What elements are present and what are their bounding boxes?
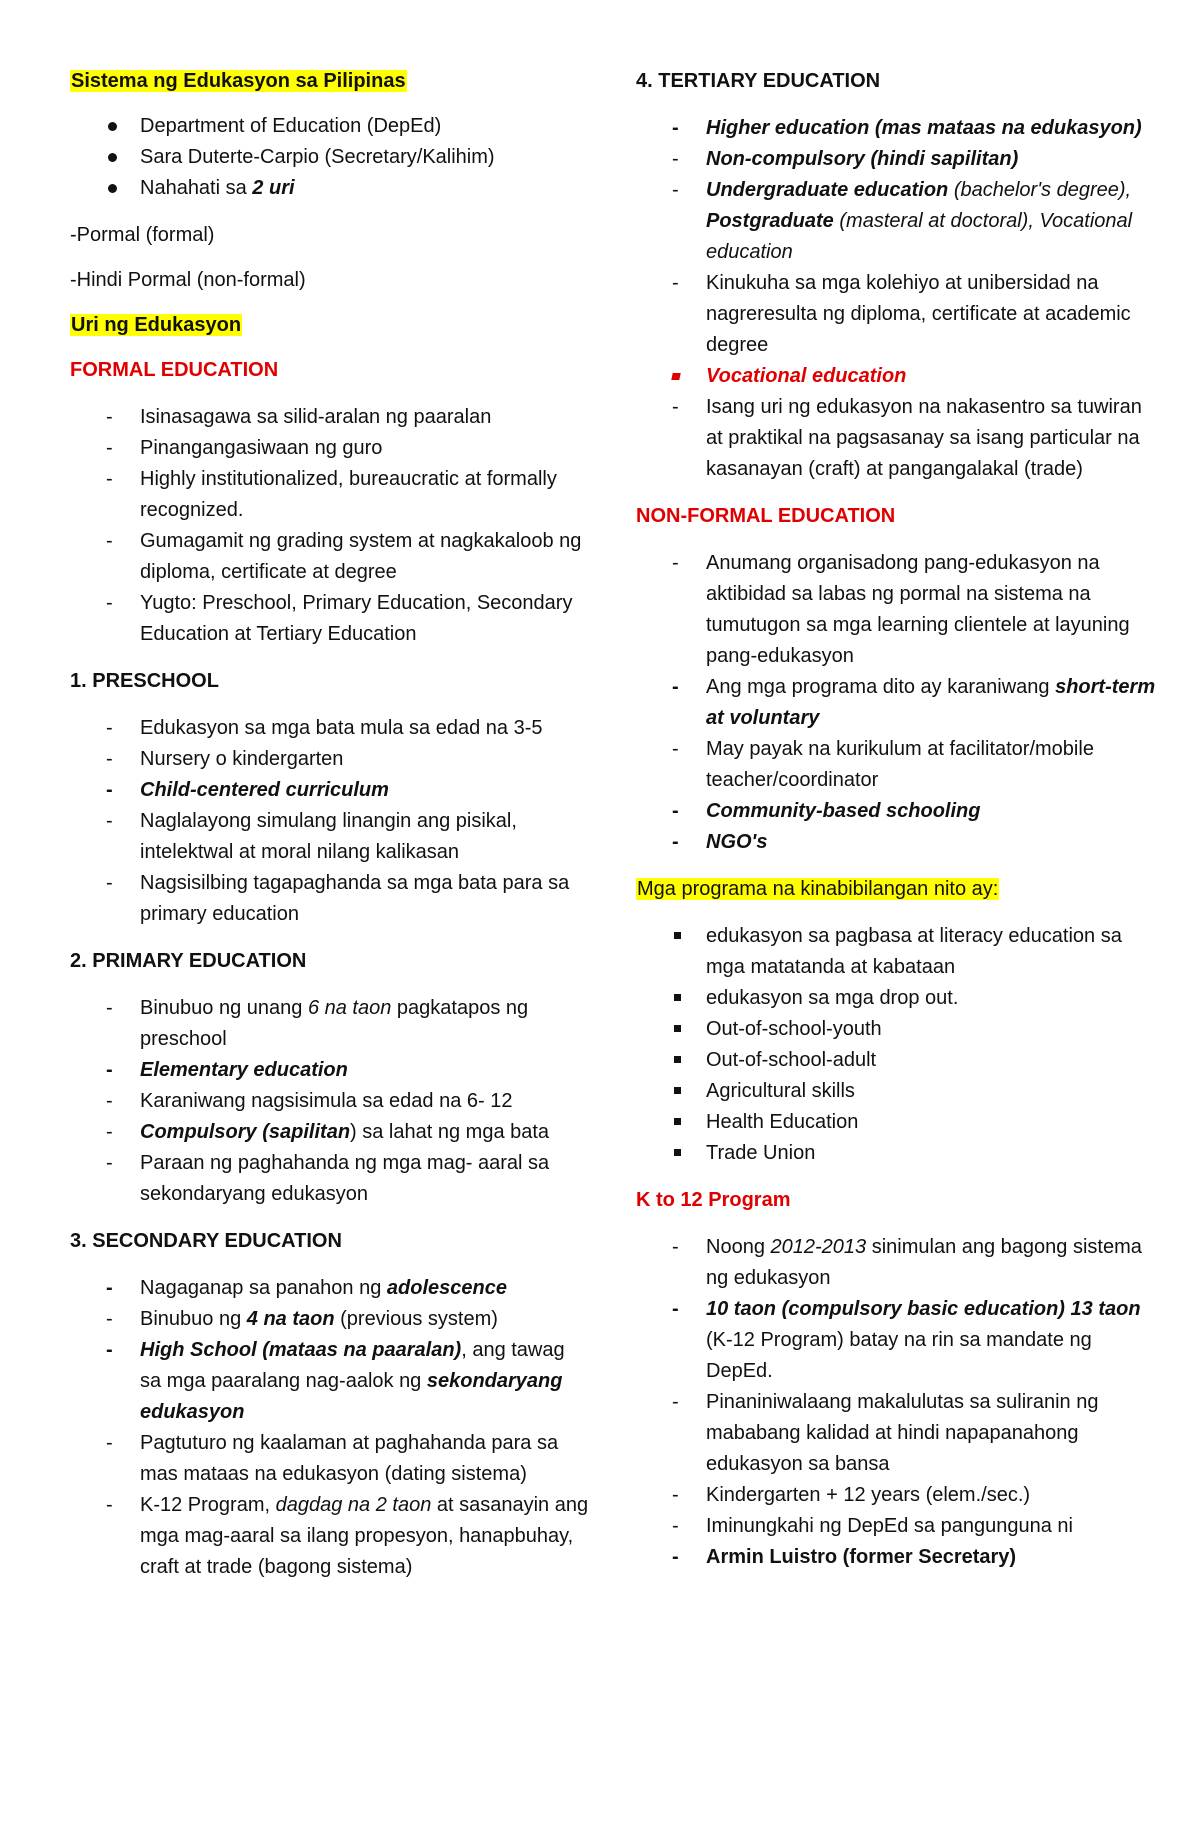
list-item: - Higher education (mas mataas na edukasyon): [672, 117, 1142, 139]
list-item: - Iminungkahi ng DepEd sa pangunguna ni: [672, 1515, 1073, 1537]
list-item: - Ang mga programa dito ay karaniwang short-term at voluntary: [672, 676, 1156, 729]
list-item: Department of Education (DepEd): [140, 115, 442, 137]
list-item: - Kinukuha sa mga kolehiyo at unibersidad na nagreresulta ng diploma, certificate at academic degree: [672, 272, 1131, 356]
list-item: - Binubuo ng 4 na taon (previous system): [106, 1308, 498, 1330]
tertiary-list: [636, 113, 1156, 485]
primary-list: [70, 993, 590, 1210]
list-item: - NGO's: [672, 831, 768, 853]
tertiary-heading: 4. TERTIARY EDUCATION: [636, 70, 881, 92]
list-item: - Isinasagawa sa silid-aralan ng paaralan: [106, 406, 492, 428]
list-item: - Nagsisilbing tagapaghanda sa mga bata para sa primary education: [106, 872, 570, 925]
list-item: - Child-centered curriculum: [106, 779, 389, 801]
document-title: Sistema ng Edukasyon sa Pilipinas: [71, 70, 406, 92]
list-item: - Gumagamit ng grading system at nagkakaloob ng diploma, certificate at degree: [106, 530, 582, 583]
list-item: - Nagaganap sa panahon ng adolescence: [106, 1277, 507, 1299]
preschool-list: [70, 713, 590, 930]
programs-list: [636, 921, 1156, 1169]
list-item: - Kindergarten + 12 years (elem./sec.): [672, 1484, 1031, 1506]
list-item: Out-of-school-adult: [706, 1049, 877, 1071]
list-item: - Isang uri ng edukasyon na nakasentro sa tuwiran at praktikal na pagsasanay sa isang particular na kasanayan (craft) at pangangalakal (trade): [672, 396, 1142, 480]
list-item: - Anumang organisadong pang-edukasyon na aktibidad sa labas ng pormal na sistema na tumutugon sa mga learning clientele at layuning pang-edukasyon: [672, 552, 1130, 667]
list-item: - Community-based schooling: [672, 800, 981, 822]
secondary-heading: 3. SECONDARY EDUCATION: [70, 1230, 342, 1252]
formal-education-heading: FORMAL EDUCATION: [70, 359, 279, 381]
list-item: - Compulsory (sapilitan) sa lahat ng mga bata: [106, 1121, 550, 1143]
list-item: edukasyon sa mga drop out.: [706, 987, 959, 1009]
right-column: [636, 66, 1156, 1573]
list-item: - Karaniwang nagsisimula sa edad na 6- 12: [106, 1090, 513, 1112]
list-item: - Pinangangasiwaan ng guro: [106, 437, 383, 459]
programs-heading: Mga programa na kinabibilangan nito ay:: [637, 878, 999, 900]
list-item: Health Education: [706, 1111, 859, 1133]
list-item: edukasyon sa pagbasa at literacy education sa mga matatanda at kabataan: [706, 925, 1122, 978]
list-item: - Naglalayong simulang linangin ang pisikal, intelektwal at moral nilang kalikasan: [106, 810, 517, 863]
list-item: - Elementary education: [106, 1059, 348, 1081]
nonformal-line: -Hindi Pormal (non-formal): [70, 269, 306, 291]
formal-list: [70, 402, 590, 650]
intro-list: [70, 111, 590, 204]
list-item: - Pinaniniwalaang makalulutas sa suliranin ng mababang kalidad at hindi napapanahong edukasyon sa bansa: [672, 1391, 1099, 1475]
list-item: Sara Duterte-Carpio (Secretary/Kalihim): [140, 146, 495, 168]
list-item: Nahahati sa 2 uri: [140, 177, 295, 199]
secondary-list: [70, 1273, 590, 1583]
list-item: - Highly institutionalized, bureaucratic at formally recognized.: [106, 468, 557, 521]
list-item: Vocational education: [706, 365, 907, 387]
list-item: - Yugto: Preschool, Primary Education, Secondary Education at Tertiary Education: [106, 592, 573, 645]
list-item: - Non-compulsory (hindi sapilitan): [672, 148, 1019, 170]
list-item: - High School (mataas na paaralan), ang tawag sa mga paaralang nag-aalok ng sekondaryang edukasyon: [106, 1339, 565, 1423]
list-item: - 10 taon (compulsory basic education) 13 taon (K-12 Program) batay na rin sa mandate ng DepEd.: [672, 1298, 1141, 1382]
left-column: [70, 66, 590, 1583]
list-item: - Noong 2012-2013 sinimulan ang bagong sistema ng edukasyon: [672, 1236, 1142, 1289]
list-item: Agricultural skills: [706, 1080, 855, 1102]
list-item: - Binubuo ng unang 6 na taon pagkatapos ng preschool: [106, 997, 529, 1050]
k12-list: [636, 1232, 1156, 1573]
list-item: - Armin Luistro (former Secretary): [672, 1546, 1017, 1568]
list-item: - May payak na kurikulum at facilitator/mobile teacher/coordinator: [672, 738, 1094, 791]
preschool-heading: 1. PRESCHOOL: [70, 670, 219, 692]
nonformal-education-heading: NON-FORMAL EDUCATION: [636, 505, 896, 527]
k12-heading: K to 12 Program: [636, 1189, 791, 1211]
list-item: Trade Union: [706, 1142, 816, 1164]
primary-heading: 2. PRIMARY EDUCATION: [70, 950, 307, 972]
list-item: Out-of-school-youth: [706, 1018, 882, 1040]
list-item: - Pagtuturo ng kaalaman at paghahanda para sa mas mataas na edukasyon (dating sistema): [106, 1432, 559, 1485]
uri-heading: Uri ng Edukasyon: [71, 314, 242, 336]
nonformal-list: [636, 548, 1156, 858]
list-item: - Nursery o kindergarten: [106, 748, 344, 770]
list-item: - Undergraduate education (bachelor's degree), Postgraduate (masteral at doctoral), Vocational education: [672, 179, 1133, 263]
list-item: - Paraan ng paghahanda ng mga mag- aaral sa sekondaryang edukasyon: [106, 1152, 550, 1205]
list-item: - K-12 Program, dagdag na 2 taon at sasanayin ang mga mag-aaral sa ilang propesyon, hanapbuhay, craft at trade (bagong sistema): [106, 1494, 589, 1578]
formal-line: -Pormal (formal): [70, 224, 215, 246]
list-item: - Edukasyon sa mga bata mula sa edad na 3-5: [106, 717, 543, 739]
